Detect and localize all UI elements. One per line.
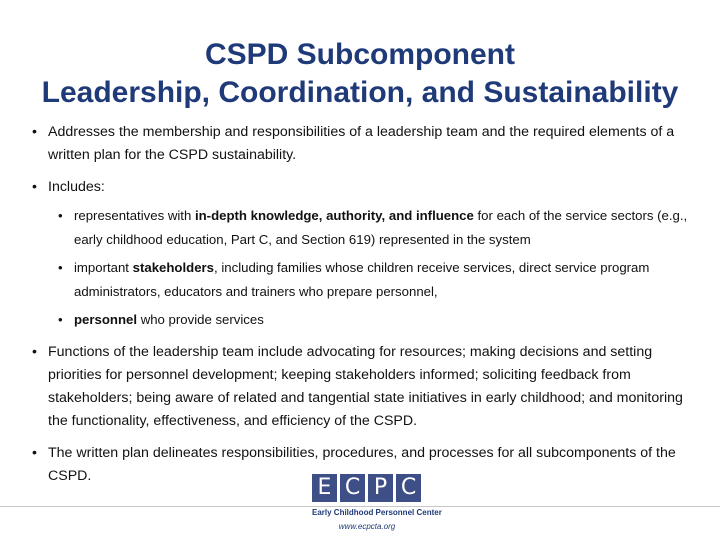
ecpc-logo	[312, 474, 442, 538]
sub-bullet-representatives: • representatives with in-depth knowledge, authority, and influence for each of the service sectors (e.g., early childhood education, Part C, and Section 619) represented in the system	[55, 204, 694, 252]
logo-website: www.ecpcta.org	[338, 522, 396, 531]
logo-letter-c2: C	[396, 474, 421, 502]
bullet-membership: • Addresses the membership and responsibilities of a leadership team and the required elements of a written plan for the CSPD sustainability.	[28, 121, 694, 167]
sub-bullet-personnel: • personnel who provide services	[55, 308, 694, 332]
sub-bullet-stakeholders: • important stakeholders, including families whose children receive services, direct service program administrators, educators and trainers who prepare personnel,	[55, 256, 694, 304]
bullet-written-plan: • The written plan delineates responsibilities, procedures, and processes for all subcomponents of the CSPD.	[28, 442, 694, 488]
title-line-2: Leadership, Coordination, and Sustainability	[41, 76, 679, 109]
logo-letter-e: E	[312, 474, 337, 502]
logo-letter-p: P	[368, 474, 393, 502]
logo-letter-boxes	[312, 474, 422, 502]
logo-org-name: Early Childhood Personnel Center	[312, 508, 442, 517]
logo-letter-c: C	[340, 474, 365, 502]
bullet-includes: • Includes:	[28, 176, 694, 199]
title-line-1: CSPD Subcomponent	[204, 38, 515, 71]
slide-title	[0, 36, 720, 112]
bullet-functions: • Functions of the leadership team include advocating for resources; making decisions and setting priorities for personnel development; keeping stakeholders informed; soliciting feedback from stakeholders; being aware of related and tangential state initiatives in early childhood; and monitoring the functionality, effectiveness, and efficiency of the CSPD.	[28, 341, 694, 433]
bullet-list	[28, 121, 694, 488]
